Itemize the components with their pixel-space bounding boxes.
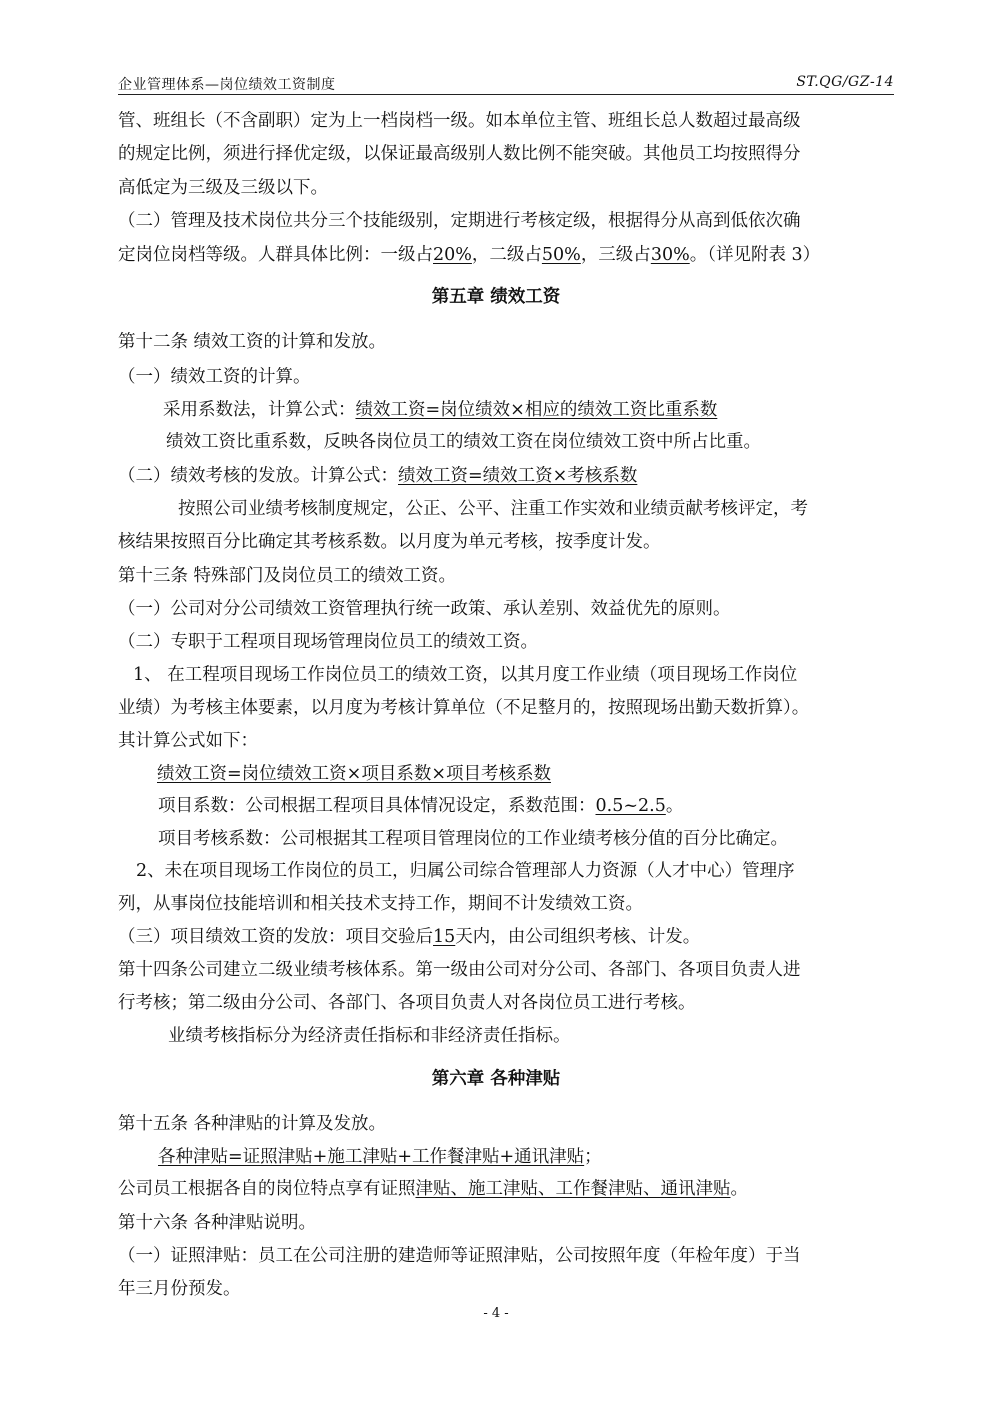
underlined-text: 0.5~2.5 bbox=[595, 796, 666, 816]
text-line bbox=[157, 763, 551, 785]
text-segment: 第十二条 绩效工资的计算和发放。 bbox=[118, 332, 387, 352]
text-line bbox=[118, 531, 661, 553]
text-segment: 第五章 绩效工资 bbox=[431, 287, 561, 307]
text-segment: 第十四条公司建立二级业绩考核体系。第一级由公司对分公司、各部门、各项目负责人进 bbox=[118, 960, 801, 980]
text-line bbox=[118, 926, 700, 948]
text-segment: ，三级占 bbox=[580, 245, 651, 265]
text-segment: （二）专职于工程项目现场管理岗位员工的绩效工资。 bbox=[118, 632, 538, 652]
underlined-text: 50% bbox=[541, 245, 581, 265]
text-segment: 第十五条 各种津贴的计算及发放。 bbox=[118, 1114, 387, 1134]
text-line bbox=[136, 860, 795, 882]
text-line bbox=[158, 828, 788, 850]
text-line bbox=[166, 431, 761, 453]
text-line bbox=[118, 1245, 801, 1267]
text-segment: （二）管理及技术岗位共分三个技能级别，定期进行考核定级，根据得分从高到低依次确 bbox=[118, 211, 801, 231]
text-segment: （一）公司对分公司绩效工资管理执行统一政策、承认差别、效益优先的原则。 bbox=[118, 599, 731, 619]
text-line bbox=[118, 110, 801, 132]
text-line bbox=[168, 1025, 571, 1047]
text-segment: 业绩）为考核主体要素，以月度为考核计算单位（不足整月的，按照现场出勤天数折算）。 bbox=[118, 698, 810, 718]
text-segment: 第十六条 各种津贴说明。 bbox=[118, 1213, 317, 1233]
chapter-title bbox=[0, 1068, 992, 1090]
text-segment: （一）绩效工资的计算。 bbox=[118, 367, 311, 387]
underlined-text: 30% bbox=[650, 245, 690, 265]
text-line bbox=[118, 244, 820, 266]
text-segment: 其计算公式如下： bbox=[118, 731, 258, 751]
header-title: 企业管理体系—岗位绩效工资制度 bbox=[118, 77, 336, 93]
chapter-title bbox=[0, 286, 992, 308]
text-line bbox=[118, 465, 637, 487]
text-segment: 年三月份预发。 bbox=[118, 1279, 241, 1299]
text-segment: 1、 在工程项目现场工作岗位员工的绩效工资，以其月度工作业绩（项目现场工作岗位 bbox=[133, 665, 798, 685]
text-line bbox=[118, 565, 456, 587]
text-segment: 第六章 各种津贴 bbox=[431, 1069, 561, 1089]
text-line bbox=[118, 697, 809, 719]
text-segment: 第十三条 特殊部门及岗位员工的绩效工资。 bbox=[118, 566, 457, 586]
text-segment: 天内，由公司组织考核、计发。 bbox=[455, 927, 701, 947]
text-line bbox=[118, 992, 696, 1014]
text-segment: 绩效工资比重系数，反映各岗位员工的绩效工资在岗位绩效工资中所占比重。 bbox=[166, 432, 761, 452]
text-segment: 。 bbox=[730, 1179, 748, 1199]
underlined-text: 绩效工资=岗位绩效工资×项目系数×项目考核系数 bbox=[157, 764, 551, 784]
text-segment: 核结果按照百分比确定其考核系数。以月度为单元考核，按季度计发。 bbox=[118, 532, 661, 552]
text-line bbox=[118, 893, 643, 915]
text-segment: 公司员工根据各自的岗位特点享有证照 bbox=[118, 1179, 416, 1199]
text-segment: ，二级占 bbox=[471, 245, 542, 265]
text-segment: 。 bbox=[665, 796, 684, 816]
text-line bbox=[163, 399, 717, 421]
text-segment: 管、班组长（不含副职）定为上一档岗档一级。如本单位主管、班组长总人数超过最高级 bbox=[118, 111, 801, 131]
text-segment: 项目系数：公司根据工程项目具体情况设定，系数范围： bbox=[158, 796, 596, 816]
text-line bbox=[118, 143, 801, 165]
text-line bbox=[118, 730, 258, 752]
text-segment: 。（详见附表 3） bbox=[689, 245, 821, 265]
text-segment: ； bbox=[584, 1147, 602, 1167]
page-header bbox=[118, 74, 894, 95]
text-line bbox=[133, 664, 797, 686]
underlined-text: 各种津贴=证照津贴+施工津贴+工作餐津贴+通讯津贴 bbox=[158, 1147, 585, 1167]
text-line bbox=[118, 331, 386, 353]
text-line bbox=[118, 366, 311, 388]
text-segment: 高低定为三级及三级以下。 bbox=[118, 178, 328, 198]
text-segment: 按照公司业绩考核制度规定，公正、公平、注重工作实效和业绩贡献考核评定，考 bbox=[178, 499, 808, 519]
text-line bbox=[178, 498, 808, 520]
text-segment: 列，从事岗位技能培训和相关技术支持工作，期间不计发绩效工资。 bbox=[118, 894, 643, 914]
text-segment: 采用系数法，计算公式： bbox=[163, 400, 356, 420]
text-line bbox=[118, 598, 731, 620]
text-segment: 的规定比例，须进行择优定级，以保证最高级别人数比例不能突破。其他员工均按照得分 bbox=[118, 144, 801, 164]
text-line bbox=[118, 1113, 386, 1135]
text-line bbox=[158, 1146, 602, 1168]
page-number: - 4 - bbox=[483, 1306, 509, 1321]
text-segment: 行考核；第二级由分公司、各部门、各项目负责人对各岗位员工进行考核。 bbox=[118, 993, 696, 1013]
text-segment: 业绩考核指标分为经济责任指标和非经济责任指标。 bbox=[168, 1026, 571, 1046]
text-line bbox=[118, 959, 801, 981]
underlined-text: 20% bbox=[433, 245, 472, 265]
text-line bbox=[118, 1178, 748, 1200]
text-line bbox=[118, 631, 538, 653]
text-segment: （三）项目绩效工资的发放：项目交验后 bbox=[118, 927, 433, 947]
text-segment: 2、未在项目现场工作岗位的员工，归属公司综合管理部人力资源（人才中心）管理序 bbox=[136, 861, 795, 881]
text-segment: 项目考核系数：公司根据其工程项目管理岗位的工作业绩考核分值的百分比确定。 bbox=[158, 829, 788, 849]
text-line bbox=[118, 177, 328, 199]
underlined-text: 绩效工资=绩效工资×考核系数 bbox=[398, 466, 638, 486]
text-segment: （一）证照津贴：员工在公司注册的建造师等证照津贴，公司按照年度（年检年度）于当 bbox=[118, 1246, 801, 1266]
underlined-text: 津贴、施工津贴、工作餐津贴、通讯津贴 bbox=[415, 1179, 731, 1199]
underlined-text: 15 bbox=[433, 927, 456, 947]
text-line bbox=[118, 1278, 241, 1300]
header-doc-code: ST.QG/GZ-14 bbox=[796, 74, 894, 90]
text-line bbox=[118, 210, 801, 232]
text-segment: 定岗位岗档等级。人群具体比例：一级占 bbox=[118, 245, 433, 265]
text-segment: （二）绩效考核的发放。计算公式： bbox=[118, 466, 398, 486]
text-line bbox=[118, 1212, 316, 1234]
text-line bbox=[158, 795, 683, 817]
underlined-text: 绩效工资=岗位绩效×相应的绩效工资比重系数 bbox=[355, 400, 718, 420]
